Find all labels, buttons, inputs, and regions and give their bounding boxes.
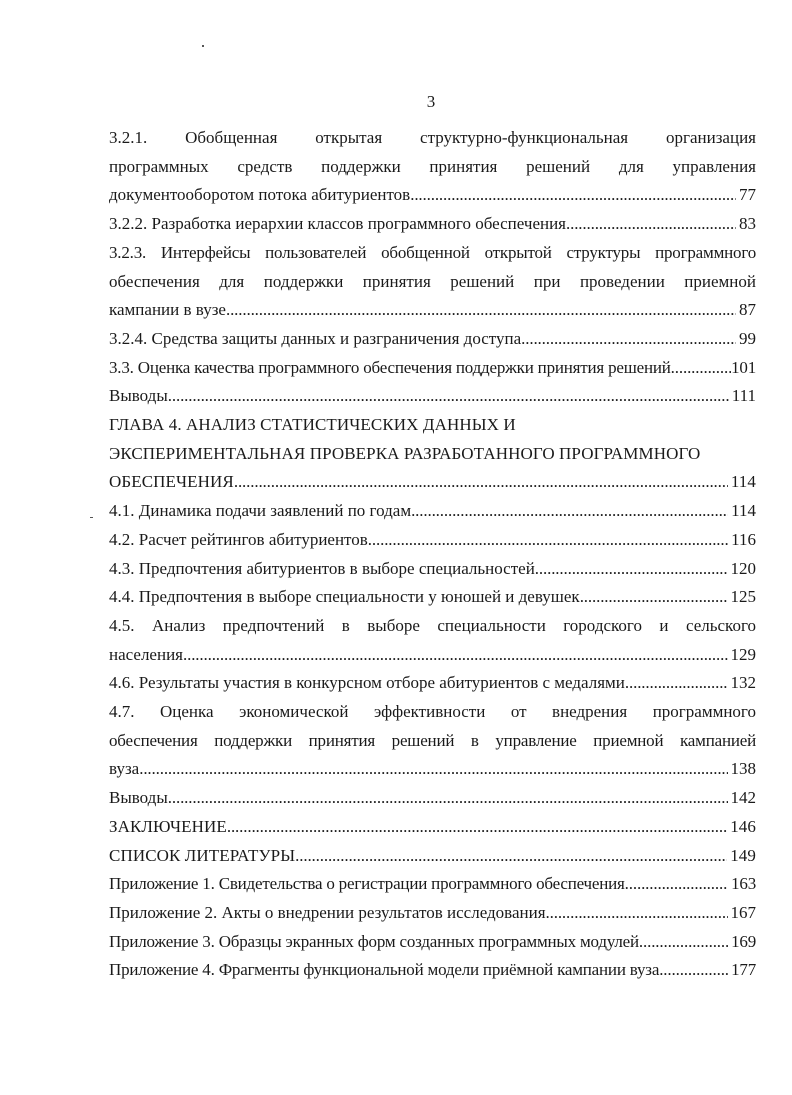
toc-page-number: 83	[739, 214, 756, 234]
toc-entry-title: Приложение 3. Образцы экранных форм созданных программных модулей	[109, 931, 639, 951]
toc-page-number: 132	[730, 673, 756, 693]
toc-entry-references[interactable]	[109, 842, 756, 871]
toc-entry-title: ОБЕСПЕЧЕНИЯ	[109, 472, 234, 492]
toc-page-number: 125	[730, 587, 756, 607]
page-number: 3	[426, 92, 436, 111]
toc-entry-title: 4.1. Динамика подачи заявлений по годам	[109, 501, 412, 521]
dot-leader	[168, 382, 729, 411]
toc-entry-4-6[interactable]	[109, 669, 756, 698]
dot-leader	[295, 842, 727, 871]
toc-entry-text-line: 4.5. Анализ предпочтений в выборе специальности городского и сельского	[109, 615, 756, 635]
toc-page-number: 120	[730, 558, 756, 578]
toc-entry-3-2-1[interactable]	[109, 124, 756, 210]
toc-entry-title: 4.4. Предпочтения в выборе специальности у юношей и девушек	[109, 587, 580, 607]
dot-leader	[535, 555, 728, 584]
dot-leader	[521, 325, 736, 354]
toc-entry-text-line: обеспечения поддержки принятия решений в управление приемной кампанией	[109, 730, 756, 750]
dot-leader	[671, 354, 731, 383]
toc-entry-text-line: ЭКСПЕРИМЕНТАЛЬНАЯ ПРОВЕРКА РАЗРАБОТАННОГО ПРОГРАММНОГО	[109, 443, 701, 463]
toc-page-number: 77	[739, 185, 756, 205]
dot-leader	[639, 928, 728, 957]
dot-leader	[411, 497, 728, 526]
toc-page-number: 138	[730, 759, 756, 779]
toc-entry-text-line: 3.2.1. Обобщенная открытая структурно-функциональная организация	[109, 128, 756, 147]
toc-entry-title: СПИСОК ЛИТЕРАТУРЫ	[109, 845, 296, 865]
toc-entry-text-line: обеспечения для поддержки принятия решений при проведении приемной	[109, 271, 756, 291]
toc-entry-3-2-3[interactable]	[109, 239, 756, 325]
toc-entry-appendix-1[interactable]	[109, 870, 756, 899]
toc-entry-title: Приложение 1. Свидетельства о регистрации программного обеспечения	[109, 874, 625, 894]
toc-page-number: 87	[739, 300, 756, 320]
dot-leader	[139, 755, 727, 784]
dot-leader	[566, 210, 736, 239]
dot-leader	[546, 899, 728, 928]
toc-entry-conclusion[interactable]	[109, 813, 756, 842]
toc-page-number: 142	[730, 788, 756, 808]
toc-page-number: 149	[730, 845, 756, 865]
toc-entry-4-2[interactable]	[109, 526, 756, 555]
toc-page-number: 99	[739, 328, 756, 348]
toc-page-number: 114	[730, 472, 756, 492]
toc-entry-4-3[interactable]	[109, 555, 756, 584]
toc-entry-conclusions-ch4[interactable]	[109, 784, 756, 813]
toc-entry-conclusions-ch3[interactable]	[109, 382, 756, 411]
toc-page-number: 111	[731, 386, 756, 406]
toc-entry-title: Приложение 4. Фрагменты функциональной модели приёмной кампании вуза	[109, 960, 660, 980]
dot-leader	[226, 296, 736, 325]
toc-entry-title: Приложение 2. Акты о внедрении результатов исследования	[109, 902, 546, 922]
toc-entry-chapter-4[interactable]	[109, 411, 756, 497]
toc-page-number: 167	[730, 902, 756, 922]
toc-page-number: 114	[731, 501, 756, 521]
toc-entry-text-line: 3.2.3. Интерфейсы пользователей обобщенной открытой структуры программного	[109, 242, 756, 262]
toc-page-number: 169	[731, 931, 756, 951]
toc-entry-appendix-2[interactable]	[109, 899, 756, 928]
toc-entry-title: 4.6. Результаты участия в конкурсном отборе абитуриентов с медалями	[109, 673, 625, 693]
dot-leader	[659, 956, 728, 985]
toc-entry-title: вуза	[109, 759, 140, 779]
toc-entry-title: ЗАКЛЮЧЕНИЕ	[109, 816, 227, 836]
toc-page-number: 129	[730, 644, 756, 664]
toc-entry-title: населения	[109, 644, 183, 664]
toc-entry-title: 4.2. Расчет рейтингов абитуриентов	[109, 529, 368, 549]
toc-entry-text-line: программных средств поддержки принятия решений для управления	[109, 156, 756, 176]
toc-page-number: 101	[731, 357, 756, 377]
toc-entry-title: Выводы	[109, 788, 168, 808]
toc-entry-4-5[interactable]	[109, 612, 756, 669]
toc-entry-4-7[interactable]	[109, 698, 756, 784]
toc-entry-3-3[interactable]	[109, 354, 756, 383]
dot-leader	[368, 526, 728, 555]
scan-speck	[90, 517, 93, 518]
dot-leader	[168, 784, 728, 813]
toc-entry-title: 3.3. Оценка качества программного обеспечения поддержки принятия решений	[109, 357, 671, 377]
dot-leader	[234, 468, 728, 497]
toc-page-number: 146	[730, 816, 756, 836]
toc-entry-appendix-3[interactable]	[109, 928, 756, 957]
scan-speck	[202, 45, 204, 47]
toc-entry-3-2-2[interactable]	[109, 210, 756, 239]
toc-page-number: 116	[731, 529, 756, 549]
toc-entry-appendix-4[interactable]	[109, 956, 756, 985]
toc-page-number: 163	[731, 874, 756, 894]
dot-leader	[227, 813, 727, 842]
toc-entry-4-1[interactable]	[109, 497, 756, 526]
toc-entry-4-4[interactable]	[109, 583, 756, 612]
toc-entry-3-2-4[interactable]	[109, 325, 756, 354]
toc-entry-title: Выводы	[109, 386, 168, 406]
toc-entry-title: 4.3. Предпочтения абитуриентов в выборе специальностей	[109, 558, 535, 578]
toc-entry-title: 3.2.2. Разработка иерархии классов программного обеспечения	[109, 214, 566, 234]
toc-entry-title: кампании в вузе	[109, 300, 226, 320]
table-of-contents	[109, 124, 756, 985]
dot-leader	[410, 181, 736, 210]
toc-entry-text-line: 4.7. Оценка экономической эффективности от внедрения программного	[109, 702, 756, 722]
dot-leader	[625, 669, 728, 698]
dot-leader	[580, 583, 728, 612]
dot-leader	[625, 870, 728, 899]
toc-page-number: 177	[731, 960, 756, 980]
toc-entry-title: 3.2.4. Средства защиты данных и разграничения доступа	[109, 328, 522, 348]
toc-entry-title: документооборотом потока абитуриентов	[109, 185, 411, 205]
toc-entry-text-line: ГЛАВА 4. АНАЛИЗ СТАТИСТИЧЕСКИХ ДАННЫХ И	[109, 415, 516, 435]
dot-leader	[183, 641, 728, 670]
